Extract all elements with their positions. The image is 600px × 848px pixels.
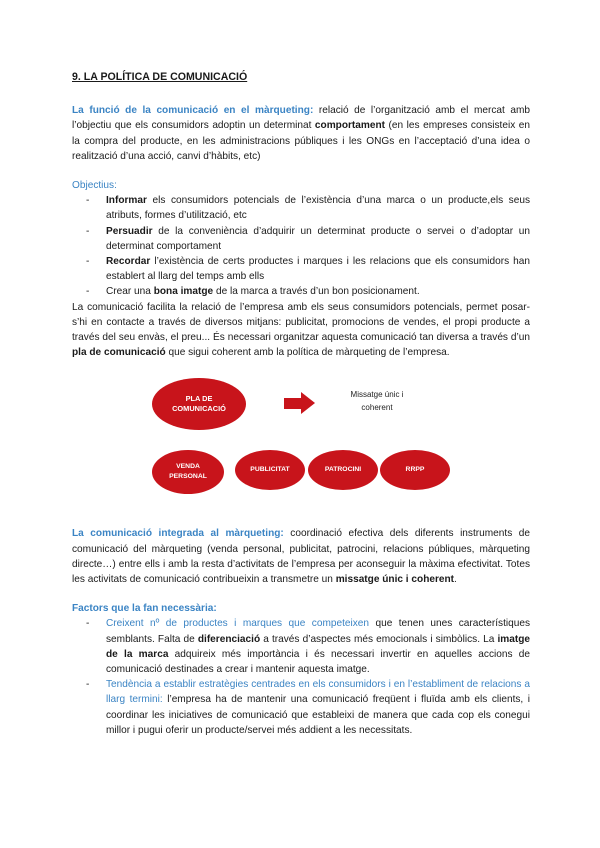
list-item: - Creixent nº de productes i marques que competeixen que tenen unes característiques semblants. Falta de diferenciació a través d’aspectes més emocionals i simbòlics. La imatge de la marca adquireix més importància i és necessari invertir en aquelles accions de comunicació destinades a crear i mantenir aquesta imatge. <box>106 616 530 677</box>
oval-publicitat: PUBLICITAT <box>235 450 305 490</box>
paragraph-integrated: La comunicació integrada al màrqueting: coordinació efectiva dels diferents instruments de comunicació del màrqueting (venda personal, publicitat, patrocini, relacions públiques, màrqueting directe…) entre ells i amb la resta d’activitats de l’empresa per aconseguir la màxima efectivitat. Totes les activitats de comunicació contribueixin a transmetre un missatge únic i coherent. <box>72 528 530 586</box>
factors-list <box>72 616 530 738</box>
list-item: - Recordar l’existència de certs productes i marques i les relacions que els consumidors han establert al llarg del temps amb ells <box>106 254 530 284</box>
arrow-head-icon <box>301 392 315 414</box>
paragraph-communication: La comunicació facilita la relació de l’empresa amb els seus consumidors potencials, permet posar-s’hi en contacte a través de diversos mitjans: publicitat, promocions de vendes, el propi producte a través del seu envàs, el preu... És necessari organitzar aquesta comunicació tan diversa a través d’un pla de comunicació que sigui coherent amb la política de màrqueting de l’empresa. <box>72 301 530 359</box>
integrated-heading: La comunicació integrada al màrqueting: <box>72 528 284 540</box>
paragraph-function: La funció de la comunicació en el màrqueting: relació de l’organització amb el mercat amb l’objectiu que els consumidors adoptin un determinat comportament (en les empreses consisteix en la compra del producte, en les administracions públiques i les ONGs en l’acceptació d’una idea o realització d’una acció, canvi d’hàbits, etc) <box>72 105 530 162</box>
list-item: - Crear una bona imatge de la marca a través d’un bon posicionament. <box>106 284 530 299</box>
document-page <box>72 70 530 738</box>
function-heading: La funció de la comunicació en el màrqueting: <box>72 105 314 117</box>
objectives-heading: Objectius: <box>72 180 117 192</box>
oval-venda-personal: VENDA PERSONAL <box>152 450 224 494</box>
factors-heading: Factors que la fan necessària: <box>72 603 217 615</box>
communication-diagram <box>72 370 530 520</box>
arrow-right-icon <box>284 398 302 409</box>
objectives-list <box>72 193 530 299</box>
list-item: - Persuadir de la conveniència d’adquirir un determinat producte o servei o d’adoptar un determinat comportament <box>106 224 530 254</box>
message-label: Missatge únic i coherent <box>350 390 404 413</box>
list-item: - Tendència a establir estratègies centrades en els consumidors i en l’establiment de relacions a llarg termini: l’empresa ha de mantenir una comunicació freqüent i fluïda amb els clients, i coordinar les iniciatives de comunicació que estableixi de manera que cada cop els conegui millor i pugui oferir un producte/servei més addient a les necessitats. <box>106 677 530 738</box>
oval-rrpp: RRPP <box>380 450 450 490</box>
page-title: 9. LA POLÍTICA DE COMUNICACIÓ <box>72 71 248 83</box>
oval-patrocini: PATROCINI <box>308 450 378 490</box>
plan-oval: PLA DE COMUNICACIÓ <box>152 378 246 430</box>
list-item: - Informar els consumidors potencials de l’existència d’una marca o un producte,els seus atributs, formes d’utilització, etc <box>106 193 530 223</box>
